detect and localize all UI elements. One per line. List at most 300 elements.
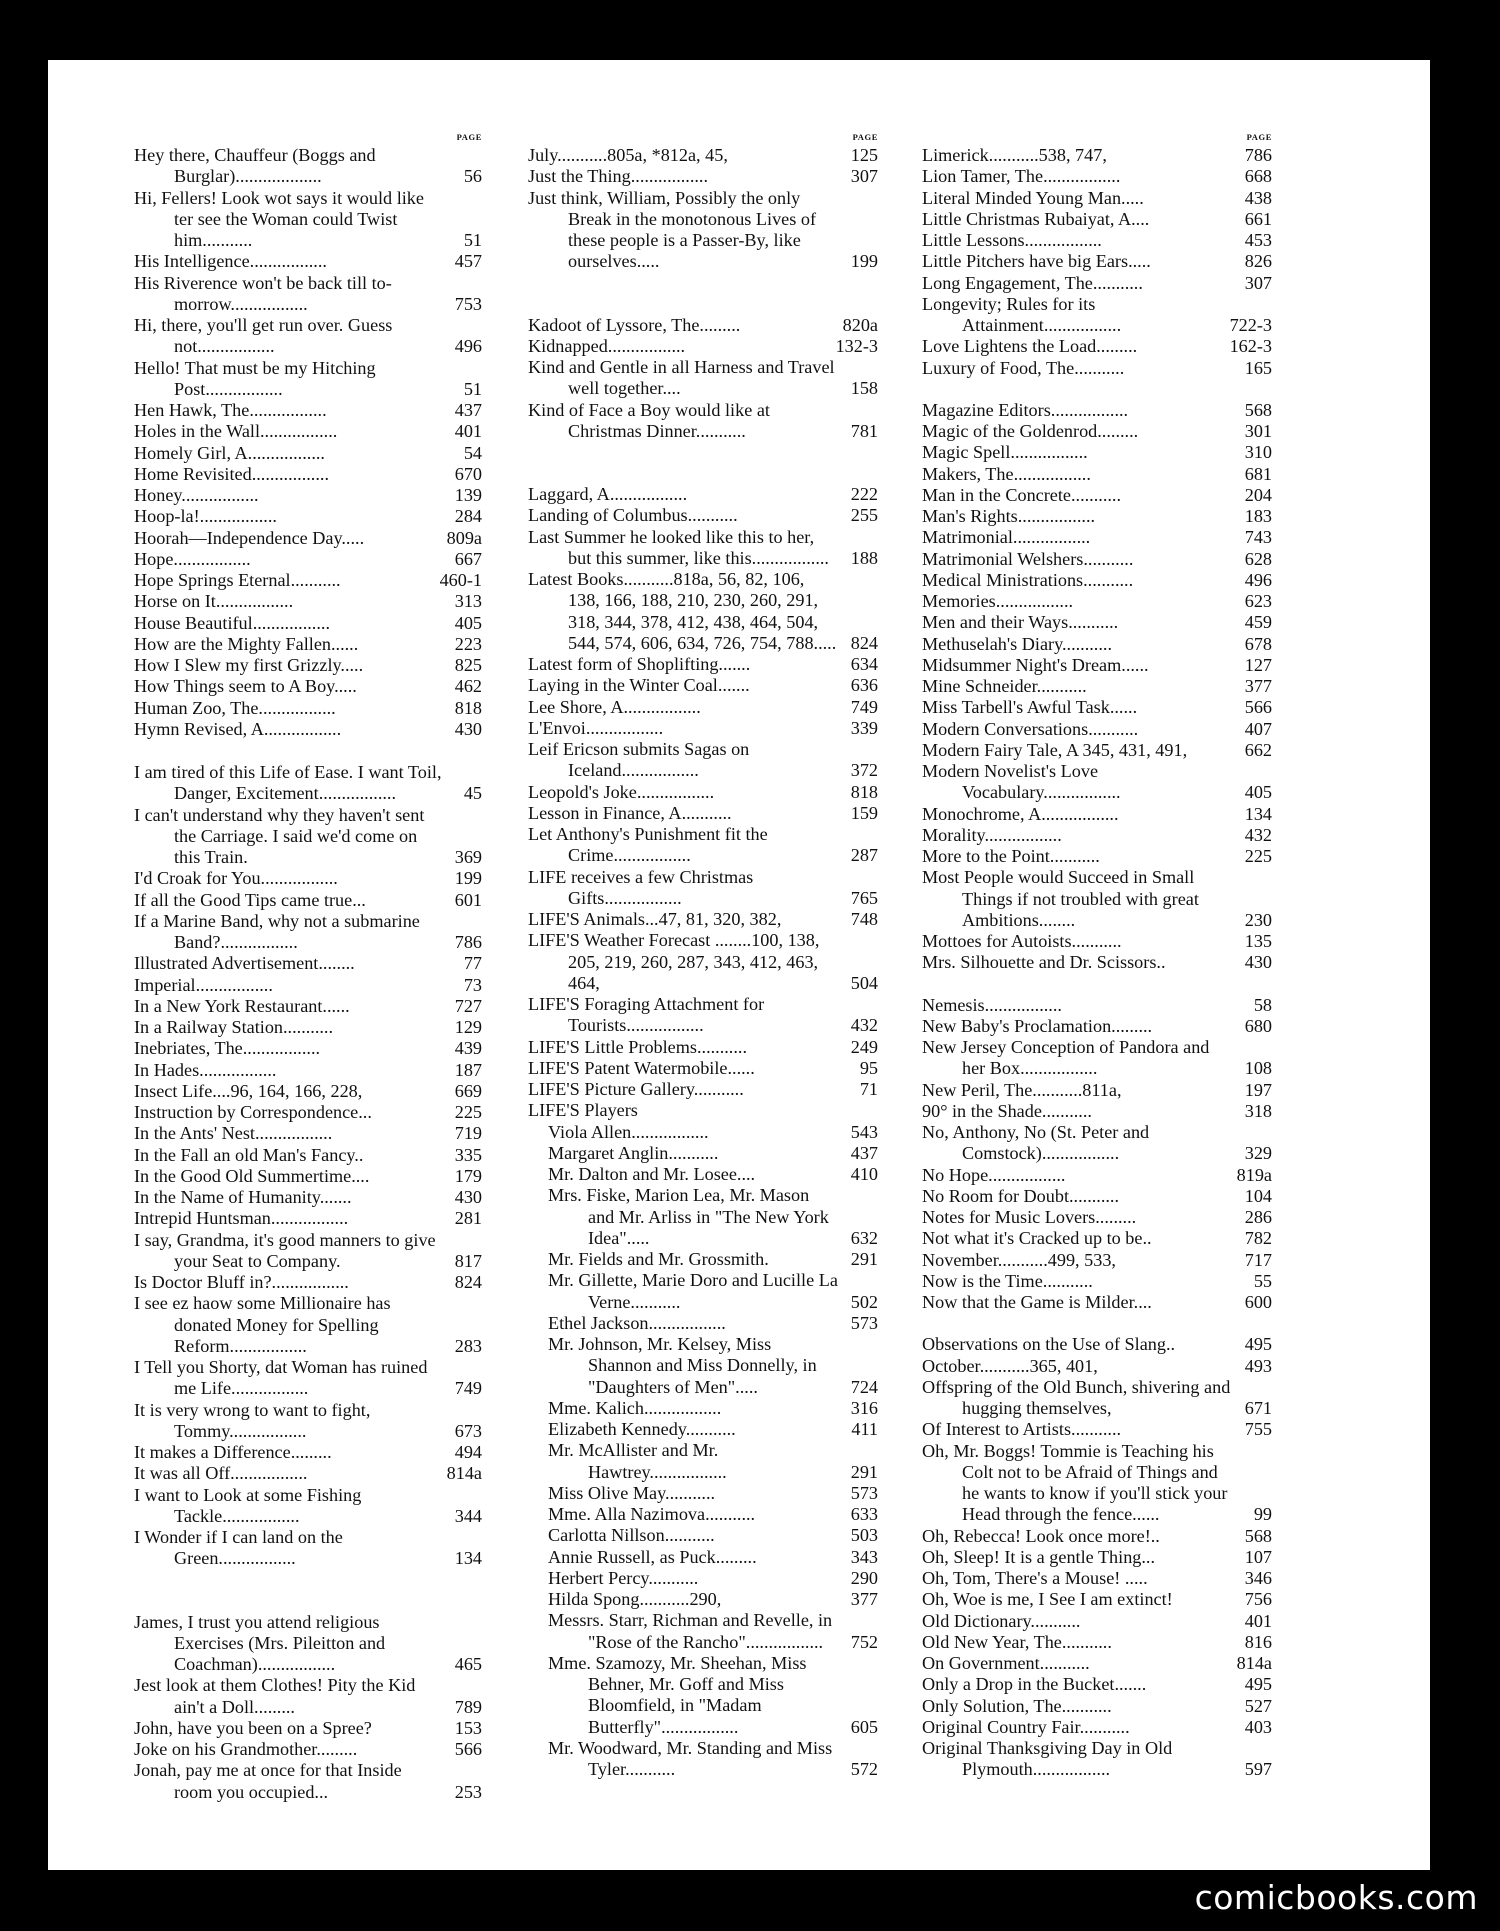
index-entry bbox=[922, 1568, 1272, 1589]
entry-title: Hope................. bbox=[134, 548, 251, 569]
section-gap bbox=[134, 740, 482, 762]
entry-title: Hope Springs Eternal........... bbox=[134, 570, 341, 590]
entry-title: Hi, Fellers! Look wot says it would like ter see the Woman could Twist him........... bbox=[134, 187, 429, 250]
entry-page-number: 410 bbox=[850, 1164, 878, 1184]
entry-page-number: 781 bbox=[850, 420, 878, 441]
index-entry bbox=[922, 1186, 1272, 1207]
index-entry bbox=[528, 930, 878, 994]
entry-page-number: 346 bbox=[1244, 1568, 1272, 1588]
entry-page-number: 158 bbox=[850, 378, 878, 399]
index-entry bbox=[528, 909, 878, 930]
entry-page-number: 605 bbox=[850, 1716, 878, 1737]
entry-title: Latest form of Shoplifting....... bbox=[528, 654, 751, 674]
entry-page-number: 283 bbox=[454, 1335, 482, 1356]
entry-title: Mr. Dalton and Mr. Losee.... bbox=[548, 1164, 756, 1184]
entry-title: LIFE'S Foraging Attachment for Tourists................. bbox=[528, 994, 769, 1036]
entry-title: His Intelligence................. bbox=[134, 251, 327, 272]
entry-page-number: 187 bbox=[454, 1059, 482, 1080]
entry-title: In a New York Restaurant...... bbox=[134, 995, 350, 1016]
entry-page-number: 634 bbox=[850, 654, 878, 674]
index-entry bbox=[134, 805, 482, 869]
entry-page-number: 814a bbox=[446, 1463, 482, 1484]
index-entry bbox=[528, 1079, 878, 1100]
entry-title: Long Engagement, The........... bbox=[922, 272, 1143, 293]
index-entry bbox=[528, 505, 878, 526]
entry-page-number: 287 bbox=[850, 845, 878, 866]
entry-title: Landing of Columbus........... bbox=[528, 505, 738, 526]
entry-page-number: 527 bbox=[1244, 1695, 1272, 1716]
entry-title: Mr. McAllister and Mr. Hawtrey................. bbox=[548, 1440, 727, 1482]
index-entry bbox=[922, 697, 1272, 718]
index-entry bbox=[528, 1398, 878, 1419]
entry-page-number: 572 bbox=[850, 1759, 878, 1779]
entry-page-number: 495 bbox=[1244, 1674, 1272, 1695]
entry-title: I'd Croak for You................. bbox=[134, 868, 338, 889]
entry-page-number: 753 bbox=[454, 293, 482, 314]
entry-title: How I Slew my first Grizzly..... bbox=[134, 655, 364, 675]
index-entry bbox=[528, 1653, 878, 1738]
entry-title: Medical Ministrations........... bbox=[922, 569, 1134, 590]
entry-title: LIFE receives a few Christmas Gifts................. bbox=[528, 866, 758, 908]
entry-title: 90° in the Shade........... bbox=[922, 1100, 1092, 1121]
entry-page-number: 197 bbox=[1244, 1079, 1272, 1100]
entry-title: Intrepid Huntsman................. bbox=[134, 1208, 349, 1229]
entry-title: Human Zoo, The................. bbox=[134, 697, 336, 718]
entry-page-number: 817 bbox=[454, 1250, 482, 1271]
entry-page-number: 765 bbox=[850, 887, 878, 908]
index-entry bbox=[134, 1272, 482, 1293]
index-entry bbox=[134, 1400, 482, 1443]
index-entry bbox=[134, 1293, 482, 1357]
index-entry bbox=[922, 166, 1272, 187]
entry-title: Hoorah—Independence Day..... bbox=[134, 527, 365, 548]
entry-page-number: 437 bbox=[850, 1142, 878, 1163]
entry-title: Is Doctor Bluff in?................. bbox=[134, 1272, 349, 1292]
entry-page-number: 77 bbox=[463, 953, 482, 974]
entry-title: Longevity; Rules for its Attainment................. bbox=[922, 293, 1122, 335]
entry-title: New Jersey Conception of Pandora and her Box................. bbox=[922, 1037, 1214, 1079]
entry-title: I can't understand why they haven't sent the Carriage. I said we'd come on this Train. bbox=[134, 804, 429, 867]
entry-page-number: 199 bbox=[850, 251, 878, 272]
entry-page-number: 290 bbox=[850, 1567, 878, 1588]
entry-title: Nemesis................. bbox=[922, 994, 1062, 1015]
entry-title: Memories................. bbox=[922, 591, 1074, 611]
entry-title: Imperial................. bbox=[134, 974, 273, 995]
entry-title: I want to Look at some Fishing Tackle................. bbox=[134, 1484, 366, 1526]
entry-title: Inebriates, The................. bbox=[134, 1038, 321, 1059]
entry-page-number: 633 bbox=[850, 1504, 878, 1524]
entry-page-number: 339 bbox=[850, 717, 878, 738]
entry-page-number: 670 bbox=[454, 463, 482, 484]
index-entry bbox=[134, 996, 482, 1017]
entry-page-number: 51 bbox=[463, 378, 482, 399]
index-entry bbox=[922, 995, 1272, 1016]
entry-page-number: 135 bbox=[1244, 931, 1272, 951]
index-entry bbox=[922, 931, 1272, 952]
entry-page-number: 403 bbox=[1244, 1716, 1272, 1737]
entry-title: Just the Thing................. bbox=[528, 166, 709, 187]
entry-page-number: 824 bbox=[850, 632, 878, 653]
entry-title: Insect Life....96, 164, 166, 228, bbox=[134, 1080, 363, 1101]
entry-page-number: 495 bbox=[1244, 1334, 1272, 1355]
index-entry bbox=[922, 442, 1272, 463]
entry-page-number: 786 bbox=[454, 932, 482, 952]
entry-title: Of Interest to Artists........... bbox=[922, 1419, 1122, 1440]
entry-page-number: 437 bbox=[454, 400, 482, 420]
entry-page-number: 313 bbox=[454, 591, 482, 612]
index-entry bbox=[134, 421, 482, 442]
index-entry bbox=[134, 1060, 482, 1081]
index-entry bbox=[134, 1527, 482, 1570]
entry-page-number: 825 bbox=[454, 655, 482, 675]
entry-page-number: 253 bbox=[454, 1781, 482, 1802]
index-column-2 bbox=[528, 132, 878, 1780]
index-entry bbox=[134, 273, 482, 316]
entry-page-number: 749 bbox=[454, 1378, 482, 1399]
entry-title: Margaret Anglin........... bbox=[548, 1142, 719, 1163]
index-entry bbox=[134, 1038, 482, 1059]
entry-page-number: 401 bbox=[454, 421, 482, 442]
entry-page-number: 818 bbox=[454, 697, 482, 718]
entry-title: Luxury of Food, The........... bbox=[922, 357, 1125, 378]
entry-title: Oh, Mr. Boggs! Tommie is Teaching his Colt not to be Afraid of Things and he wants to know if you'll stick your Head through the fence...... bbox=[922, 1440, 1232, 1525]
index-entry bbox=[528, 166, 878, 187]
entry-page-number: 493 bbox=[1244, 1355, 1272, 1376]
index-entry bbox=[922, 273, 1272, 294]
entry-page-number: 818 bbox=[850, 781, 878, 802]
entry-title: Now that the Game is Milder.... bbox=[922, 1292, 1152, 1312]
entry-page-number: 291 bbox=[850, 1249, 878, 1269]
entry-title: Lion Tamer, The................. bbox=[922, 166, 1121, 187]
entry-page-number: 438 bbox=[1244, 187, 1272, 208]
entry-page-number: 51 bbox=[463, 230, 482, 250]
index-entry bbox=[134, 634, 482, 655]
index-entry bbox=[528, 1334, 878, 1398]
index-entry bbox=[528, 824, 878, 867]
entry-title: Horse on It................. bbox=[134, 591, 294, 612]
index-entry bbox=[528, 1568, 878, 1589]
index-entry bbox=[922, 1419, 1272, 1440]
index-entry bbox=[134, 464, 482, 485]
entry-title: Modern Novelist's Love Vocabulary................. bbox=[922, 761, 1121, 803]
index-entry bbox=[134, 443, 482, 464]
index-entry bbox=[922, 1101, 1272, 1122]
index-entry bbox=[528, 1589, 878, 1610]
entry-title: Old Dictionary........... bbox=[922, 1610, 1081, 1631]
entry-page-number: 405 bbox=[1244, 782, 1272, 803]
index-entry bbox=[922, 846, 1272, 867]
entry-title: Lee Shore, A................. bbox=[528, 696, 701, 717]
index-entry bbox=[528, 1122, 878, 1143]
entry-title: Miss Olive May........... bbox=[548, 1482, 716, 1503]
entry-title: Little Pitchers have big Ears..... bbox=[922, 251, 1151, 272]
index-entry bbox=[134, 315, 482, 358]
entry-page-number: 573 bbox=[850, 1482, 878, 1503]
entry-page-number: 786 bbox=[1244, 145, 1272, 165]
entry-page-number: 460-1 bbox=[439, 570, 482, 590]
entry-page-number: 104 bbox=[1244, 1185, 1272, 1206]
entry-page-number: 722-3 bbox=[1229, 315, 1272, 335]
entry-title: Original Country Fair........... bbox=[922, 1716, 1130, 1737]
entry-page-number: 343 bbox=[850, 1546, 878, 1567]
index-entry bbox=[528, 1610, 878, 1653]
index-entry bbox=[528, 336, 878, 357]
entry-page-number: 628 bbox=[1244, 548, 1272, 569]
index-entry bbox=[134, 1357, 482, 1400]
entry-title: LIFE'S Little Problems........... bbox=[528, 1036, 747, 1057]
entry-page-number: 749 bbox=[850, 696, 878, 717]
index-entry bbox=[922, 591, 1272, 612]
entry-page-number: 377 bbox=[1244, 676, 1272, 696]
index-entry bbox=[528, 1440, 878, 1483]
entry-page-number: 45 bbox=[463, 783, 482, 804]
entry-title: Only Solution, The........... bbox=[922, 1695, 1112, 1716]
index-entry bbox=[134, 506, 482, 527]
index-entry bbox=[528, 1185, 878, 1249]
index-entry bbox=[134, 1612, 482, 1676]
entry-page-number: 204 bbox=[1244, 484, 1272, 505]
entry-page-number: 281 bbox=[454, 1208, 482, 1229]
index-entry bbox=[528, 1738, 878, 1781]
index-entry bbox=[922, 761, 1272, 804]
entry-page-number: 307 bbox=[850, 166, 878, 187]
entry-page-number: 329 bbox=[1244, 1143, 1272, 1164]
index-entry bbox=[528, 145, 878, 166]
index-entry bbox=[134, 1081, 482, 1102]
entry-page-number: 719 bbox=[454, 1123, 482, 1144]
index-entry bbox=[134, 762, 482, 805]
entry-page-number: 107 bbox=[1244, 1546, 1272, 1567]
index-entry bbox=[528, 1270, 878, 1313]
entry-page-number: 662 bbox=[1244, 739, 1272, 760]
index-entry bbox=[922, 1016, 1272, 1037]
entry-title: Love Lightens the Load......... bbox=[922, 336, 1138, 357]
entry-page-number: 465 bbox=[454, 1654, 482, 1674]
entry-title: Let Anthony's Punishment fit the Crime................. bbox=[528, 824, 773, 866]
entry-page-number: 717 bbox=[1244, 1249, 1272, 1270]
entry-page-number: 504 bbox=[850, 972, 878, 993]
entry-page-number: 752 bbox=[850, 1631, 878, 1652]
index-entry bbox=[134, 1760, 482, 1803]
entry-title: No Hope................. bbox=[922, 1164, 1066, 1185]
entry-title: Leopold's Joke................. bbox=[528, 781, 715, 802]
index-entry bbox=[134, 1102, 482, 1123]
index-entry bbox=[134, 975, 482, 996]
entry-title: Hi, there, you'll get run over. Guess not................. bbox=[134, 315, 397, 357]
entry-title: Observations on the Use of Slang.. bbox=[922, 1334, 1176, 1355]
index-entry bbox=[528, 803, 878, 824]
index-entry bbox=[922, 251, 1272, 272]
entry-page-number: 54 bbox=[463, 442, 482, 463]
entry-page-number: 681 bbox=[1244, 463, 1272, 484]
entry-title: I Tell you Shorty, dat Woman has ruined me Life................. bbox=[134, 1357, 432, 1399]
entry-page-number: 824 bbox=[454, 1272, 482, 1292]
index-entry bbox=[922, 570, 1272, 591]
entry-title: It makes a Difference......... bbox=[134, 1442, 332, 1462]
index-entry bbox=[922, 1250, 1272, 1271]
entry-title: Man's Rights................. bbox=[922, 506, 1096, 526]
entry-title: Kind of Face a Boy would like at Christmas Dinner........... bbox=[528, 399, 775, 441]
section-gap bbox=[134, 1570, 482, 1612]
entry-title: Makers, The................. bbox=[922, 463, 1091, 484]
entry-title: Most People would Succeed in Small Things if not troubled with great Ambitions........ bbox=[922, 867, 1203, 930]
entry-title: Homely Girl, A................. bbox=[134, 442, 325, 463]
entry-title: In the Name of Humanity....... bbox=[134, 1187, 352, 1207]
entry-page-number: 286 bbox=[1244, 1207, 1272, 1227]
section-gap bbox=[922, 379, 1272, 400]
index-entry bbox=[134, 1485, 482, 1528]
entry-page-number: 129 bbox=[454, 1017, 482, 1037]
entry-page-number: 162-3 bbox=[1229, 336, 1272, 357]
entry-title: Midsummer Night's Dream...... bbox=[922, 654, 1149, 675]
entry-page-number: 179 bbox=[454, 1165, 482, 1186]
index-entry bbox=[528, 1164, 878, 1185]
index-entry bbox=[528, 739, 878, 782]
entry-title: How Things seem to A Boy..... bbox=[134, 676, 357, 697]
index-entry bbox=[528, 1483, 878, 1504]
page-column-header: PAGE bbox=[1246, 132, 1272, 142]
index-entry bbox=[134, 698, 482, 719]
entry-page-number: 680 bbox=[1244, 1015, 1272, 1036]
index-entry bbox=[528, 697, 878, 718]
index-entry bbox=[134, 1230, 482, 1273]
entry-title: Modern Fairy Tale, A 345, 431, 491, bbox=[922, 739, 1188, 760]
entry-title: Mr. Woodward, Mr. Standing and Miss Tyler........... bbox=[548, 1737, 837, 1779]
entry-page-number: 165 bbox=[1244, 357, 1272, 378]
index-entry bbox=[922, 1441, 1272, 1526]
entry-title: Mottoes for Autoists........... bbox=[922, 931, 1122, 951]
index-entry bbox=[922, 1589, 1272, 1610]
entry-page-number: 411 bbox=[851, 1419, 878, 1439]
entry-page-number: 71 bbox=[859, 1079, 878, 1099]
index-entry bbox=[134, 528, 482, 549]
index-entry bbox=[134, 911, 482, 954]
entry-page-number: 127 bbox=[1244, 654, 1272, 675]
entry-page-number: 453 bbox=[1244, 230, 1272, 250]
entry-page-number: 743 bbox=[1244, 527, 1272, 548]
index-entry bbox=[922, 825, 1272, 846]
entry-page-number: 134 bbox=[1244, 803, 1272, 824]
entry-title: October...........365, 401, bbox=[922, 1355, 1098, 1376]
entry-page-number: 369 bbox=[454, 847, 482, 867]
entry-title: Mr. Fields and Mr. Grossmith. bbox=[548, 1249, 769, 1269]
index-entry bbox=[922, 209, 1272, 230]
index-entry bbox=[922, 1080, 1272, 1101]
entry-page-number: 600 bbox=[1244, 1292, 1272, 1312]
index-entry bbox=[528, 1249, 878, 1270]
entry-page-number: 809a bbox=[446, 527, 482, 548]
entry-title: Limerick...........538, 747, bbox=[922, 145, 1107, 165]
entry-page-number: 566 bbox=[1244, 697, 1272, 718]
entry-title: Oh, Woe is me, I See I am extinct! bbox=[922, 1589, 1173, 1610]
entry-title: Hoop-la!................. bbox=[134, 506, 277, 527]
entry-title: Carlotta Nillson........... bbox=[548, 1525, 715, 1546]
entry-title: Men and their Ways........... bbox=[922, 612, 1119, 633]
entry-title: Lesson in Finance, A........... bbox=[528, 802, 732, 823]
index-entry bbox=[922, 1037, 1272, 1080]
entry-page-number: 183 bbox=[1244, 506, 1272, 526]
entry-title: Hen Hawk, The................. bbox=[134, 400, 327, 420]
entry-title: Now is the Time........... bbox=[922, 1270, 1093, 1291]
entry-page-number: 459 bbox=[1244, 612, 1272, 633]
index-entry bbox=[134, 719, 482, 740]
entry-title: Notes for Music Lovers......... bbox=[922, 1207, 1137, 1227]
entry-title: I Wonder if I can land on the Green................. bbox=[134, 1527, 348, 1569]
index-entry bbox=[528, 315, 878, 336]
page-column-header: PAGE bbox=[852, 132, 878, 142]
index-entry bbox=[922, 719, 1272, 740]
index-entry bbox=[922, 1377, 1272, 1420]
index-entry bbox=[134, 953, 482, 974]
index-entry bbox=[134, 591, 482, 612]
entry-page-number: 56 bbox=[463, 166, 482, 187]
index-entry bbox=[922, 634, 1272, 655]
entry-page-number: 139 bbox=[454, 485, 482, 505]
entry-title: New Baby's Proclamation......... bbox=[922, 1015, 1153, 1036]
index-entry bbox=[134, 613, 482, 634]
entry-title: Offspring of the Old Bunch, shivering and hugging themselves, bbox=[922, 1376, 1235, 1418]
entry-title: In the Ants' Nest................. bbox=[134, 1123, 333, 1144]
entry-title: L'Envoi................. bbox=[528, 717, 664, 738]
entry-page-number: 108 bbox=[1244, 1058, 1272, 1079]
section-gap bbox=[528, 442, 878, 484]
index-entry bbox=[922, 655, 1272, 676]
index-entry bbox=[922, 421, 1272, 442]
section-gap bbox=[922, 1313, 1272, 1334]
entry-title: Messrs. Starr, Richman and Revelle, in "Rose of the Rancho"................. bbox=[548, 1610, 837, 1652]
entry-title: If a Marine Band, why not a submarine Band?................. bbox=[134, 910, 425, 952]
entry-title: Oh, Rebecca! Look once more!.. bbox=[922, 1525, 1160, 1546]
index-entry bbox=[922, 1738, 1272, 1781]
entry-title: No Room for Doubt........... bbox=[922, 1185, 1120, 1206]
entry-title: I see ez haow some Millionaire has donated Money for Spelling Reform................. bbox=[134, 1293, 396, 1356]
index-entry bbox=[134, 1145, 482, 1166]
index-entry bbox=[922, 1165, 1272, 1186]
entry-title: No, Anthony, No (St. Peter and Comstock)................. bbox=[922, 1122, 1154, 1164]
index-entry bbox=[134, 676, 482, 697]
index-entry bbox=[922, 1547, 1272, 1568]
entry-title: John, have you been on a Spree? bbox=[134, 1717, 372, 1738]
entry-title: Oh, Sleep! It is a gentle Thing... bbox=[922, 1546, 1156, 1567]
entry-title: Only a Drop in the Bucket....... bbox=[922, 1674, 1147, 1695]
entry-page-number: 432 bbox=[1244, 824, 1272, 845]
entry-page-number: 405 bbox=[454, 612, 482, 633]
index-entry bbox=[922, 952, 1272, 973]
index-entry bbox=[528, 484, 878, 505]
entry-title: Laggard, A................. bbox=[528, 484, 688, 504]
entry-page-number: 601 bbox=[454, 889, 482, 910]
entry-title: Jest look at them Clothes! Pity the Kid ain't a Doll......... bbox=[134, 1675, 420, 1717]
index-entry bbox=[134, 1718, 482, 1739]
index-entry bbox=[134, 1739, 482, 1760]
entry-title: LIFE'S Weather Forecast ........100, 138, 205, 219, 260, 287, 343, 412, 463, 464, bbox=[528, 930, 824, 993]
entry-page-number: 159 bbox=[850, 802, 878, 823]
index-entry bbox=[528, 867, 878, 910]
entry-page-number: 335 bbox=[454, 1144, 482, 1165]
entry-title: Holes in the Wall................. bbox=[134, 421, 338, 442]
entry-page-number: 748 bbox=[850, 909, 878, 929]
index-entry bbox=[922, 188, 1272, 209]
index-entry bbox=[528, 994, 878, 1037]
index-entry bbox=[922, 400, 1272, 421]
entry-page-number: 223 bbox=[454, 633, 482, 654]
index-entry bbox=[922, 1356, 1272, 1377]
index-entry bbox=[528, 718, 878, 739]
entry-title: Instruction by Correspondence... bbox=[134, 1102, 372, 1122]
entry-title: Mine Schneider........... bbox=[922, 676, 1087, 696]
entry-page-number: 377 bbox=[850, 1589, 878, 1609]
entry-title: Kadoot of Lyssore, The......... bbox=[528, 314, 741, 335]
